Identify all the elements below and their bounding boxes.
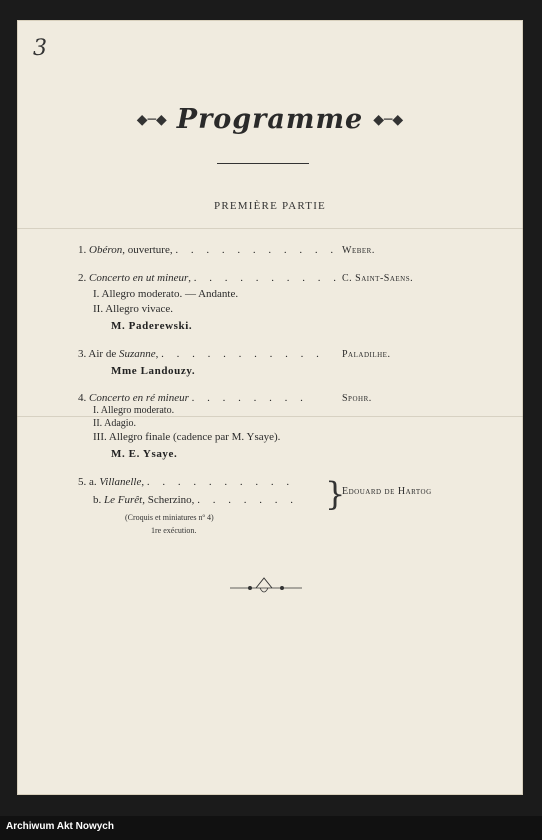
- leader-dots: . . . . . . . . . .: [193, 272, 342, 284]
- movement-line: III. Allegro finale (cadence par M. Ysaye).: [93, 431, 281, 443]
- movement-line: I. Allegro moderato.: [93, 405, 175, 416]
- program-item-4: 4. Concerto en ré mineur . . . . . . . .: [78, 392, 308, 404]
- left-flourish-icon: ◆─◆: [136, 111, 167, 128]
- composer-paladilhe: Paladilhe.: [342, 349, 391, 360]
- archive-footer: [0, 816, 542, 840]
- program-item-5a: 5. a. Villanelle, . . . . . . . . . .: [78, 476, 295, 488]
- archive-name: Archiwum Akt Nowych: [6, 821, 114, 832]
- leader-dots: . . . . . . . . . .: [146, 476, 295, 488]
- right-flourish-icon: ◆─◆: [373, 111, 404, 128]
- work-note: (Croquis et miniatures nº 4): [125, 513, 214, 522]
- program-sheet: [17, 20, 523, 795]
- performer-ysaye: M. E. Ysaye.: [111, 448, 178, 460]
- performer-paderewski: M. Paderewski.: [111, 320, 193, 332]
- leader-dots: . . . . . . . . . . .: [175, 244, 339, 256]
- composer-de-hartog: Edouard de Hartog: [342, 486, 432, 497]
- title-row: [17, 104, 523, 135]
- leader-dots: . . . . . . . .: [191, 392, 308, 404]
- ornament-icon: [226, 576, 306, 598]
- performer-landouzy: Mme Landouzy.: [111, 365, 196, 377]
- leader-dots: . . . . . . . . . . .: [161, 348, 324, 360]
- movement-line: II. Allegro vivace.: [93, 303, 174, 315]
- program-item-5b: b. Le Furêt, Scherzino, . . . . . . .: [93, 494, 298, 506]
- fold-line: [17, 228, 523, 229]
- program-item-2: 2. Concerto en ut mineur, . . . . . . . . . .: [78, 272, 342, 284]
- movement-line: II. Adagio.: [93, 418, 137, 429]
- composer-saint-saens: C. Saint-Saens.: [342, 273, 414, 284]
- page-number-handwritten: 3: [33, 36, 47, 61]
- page-title: Programme: [176, 104, 364, 135]
- program-item-3: 3. Air de Suzanne, . . . . . . . . . . .: [78, 348, 324, 360]
- movement-line: I. Allegro moderato. — Andante.: [93, 288, 239, 300]
- leader-dots: . . . . . . .: [197, 494, 298, 506]
- program-item-1: 1. Obéron, ouverture, . . . . . . . . . . .: [78, 244, 339, 256]
- fold-line: [17, 416, 523, 417]
- composer-spohr: Spohr.: [342, 393, 372, 404]
- brace-mark: }: [325, 475, 346, 513]
- section-heading: PREMIÈRE PARTIE: [214, 200, 326, 212]
- composer-weber: Weber.: [342, 245, 375, 256]
- title-rule: [217, 163, 309, 164]
- premiere-note: 1re exécution.: [151, 526, 197, 535]
